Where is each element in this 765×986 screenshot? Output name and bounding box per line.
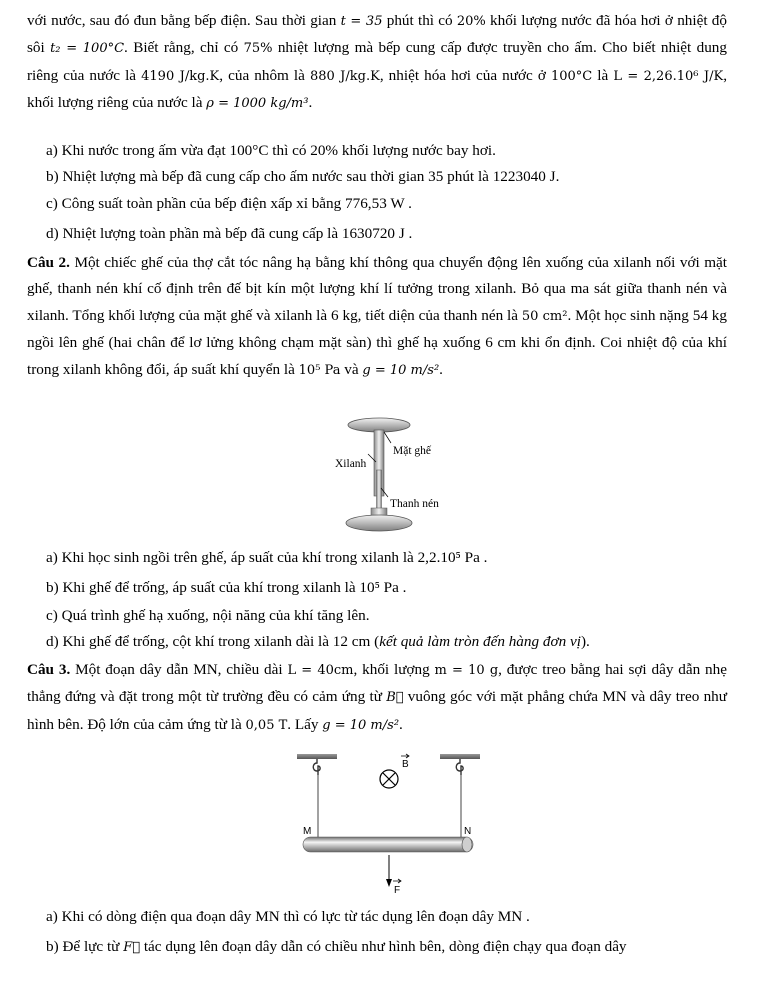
- statement-1a: a) Khi nước trong ấm vừa đạt 100°C thì có 20% khối lượng nước bay hơi.: [46, 142, 496, 159]
- math: m = 10 g: [434, 663, 499, 678]
- math: 880 J/kg.K: [309, 68, 380, 84]
- math: L = 40cm: [287, 663, 354, 678]
- text: vuông góc với mặt phẳng chứa MN và dây treo như hình bên. Độ lớn của cảm ứng từ là: [27, 688, 727, 733]
- math: F⃗: [123, 940, 141, 955]
- math: B⃗: [386, 690, 404, 706]
- statement-1b: b) Nhiệt lượng mà bếp đã cung cấp cho ấm nước sau thời gian 35 phút là 1223040 J.: [46, 168, 560, 185]
- label-mat-ghe: Mặt ghế: [393, 445, 432, 457]
- hook-left: [313, 759, 320, 775]
- text: . Biết rằng, chỉ có: [124, 39, 244, 57]
- ceiling-mount-right: [440, 754, 480, 759]
- math: t = 35: [340, 14, 383, 29]
- statement-2b: b) Khi ghế để trống, áp suất của khí trong xilanh là 10⁵ Pa .: [46, 579, 407, 596]
- text: , khối lượng: [353, 661, 435, 678]
- statement-3a: a) Khi có dòng điện qua đoạn dây MN thì có lực từ tác dụng lên đoạn dây MN .: [46, 908, 530, 925]
- text: .: [439, 360, 443, 378]
- math: 75%: [243, 41, 273, 57]
- label-n: N: [464, 826, 472, 837]
- statement-3b: [46, 934, 727, 961]
- math: 10⁵ Pa: [298, 362, 341, 378]
- math: 0,05 T: [245, 717, 288, 733]
- text: là: [592, 66, 614, 84]
- text: phút thì có: [382, 12, 457, 29]
- text: khối lượng nước đã hóa hơi ở nhiệt độ sôi: [27, 12, 727, 57]
- hook-right: [456, 759, 463, 775]
- text: tác dụng lên đoạn dây dẫn có chiều như hình bên, dòng điện chạy qua đoạn dây: [140, 938, 627, 955]
- conductor-mn: [303, 837, 473, 852]
- text: nhiệt lượng mà bếp cung cấp được truyền cho ấm. Cho biết nhiệt dung riêng của nước là: [27, 39, 727, 84]
- statement-1d: d) Nhiệt lượng toàn phần mà bếp đã cung cấp là 1630720 J .: [46, 225, 413, 242]
- ceiling-mount-left: [297, 754, 337, 759]
- statement-2a: a) Khi học sinh ngồi trên ghế, áp suất của khí trong xilanh là 2,2.10⁵ Pa .: [46, 549, 488, 566]
- label-thanh-nen: Thanh nén: [390, 498, 439, 510]
- text: .: [308, 94, 313, 112]
- math: t₂ = 100°C: [50, 41, 125, 57]
- math: L = 2,26.10⁶ J/K: [613, 68, 724, 84]
- label-b: B: [402, 759, 409, 770]
- text: d) Khi ghế để trống, cột khí trong xilanh dài là 12 cm (: [46, 633, 380, 650]
- text: .: [399, 715, 403, 733]
- text: ).: [580, 633, 590, 650]
- statement-2c: c) Quá trình ghế hạ xuống, nội năng của khí tăng lên.: [46, 607, 370, 624]
- label-xilanh: Xilanh: [335, 458, 367, 470]
- text: , khối lượng riêng của nước là: [27, 66, 727, 112]
- text: với nước, sau đó đun bằng bếp điện. Sau thời gian: [27, 12, 341, 29]
- text: và: [340, 360, 363, 378]
- italic-note: kết quả làm tròn đến hàng đơn vị: [379, 633, 581, 650]
- math: g = 10 m/s²: [362, 362, 440, 378]
- math: 4190 J/kg.K: [141, 68, 220, 84]
- text: Một đoạn dây dẫn MN, chiều dài: [70, 661, 288, 678]
- math: 20%: [456, 14, 486, 29]
- text: , của nhôm là: [219, 66, 310, 84]
- label-m: M: [303, 826, 312, 837]
- text: , nhiệt hóa hơi của nước ở: [379, 66, 551, 84]
- label-f: F: [394, 885, 401, 896]
- math: ρ = 1000 kg/m³: [206, 96, 309, 112]
- question-label: Câu 3.: [27, 661, 71, 678]
- text: , được treo bằng hai sợi dây dẫn nhẹ thẳng đứng và đặt trong một từ trường đều có cảm ứng từ: [27, 661, 727, 706]
- statement-1c: c) Công suất toàn phần của bếp điện xấp xỉ bằng 776,53 W .: [46, 195, 412, 212]
- text: b) Để lực từ: [46, 938, 124, 955]
- math: 50 cm²: [521, 308, 568, 324]
- math: g = 10 m/s²: [322, 717, 400, 733]
- math: 100°C: [550, 68, 593, 84]
- text: . Lấy: [287, 715, 323, 733]
- text: Một chiếc ghế của thợ cắt tóc nâng hạ bằng khí thông qua chuyển động lên xuống của xilanh nối với mặt ghế, thanh nén khí cố định trên đế bịt kín một lượng khí lí tưởng trong xilanh. Bỏ qua ma sát giữa thanh nén và xilanh. Tổng khối lượng của mặt ghế và xilanh là 6 kg, tiết diện của thanh nén là: [27, 254, 727, 324]
- text: . Một học sinh nặng 54 kg ngồi lên ghế (hai chân để lơ lửng không chạm mặt sàn) thì ghế hạ xuống 6 cm khi ổn định. Coi nhiệt độ của khí trong xilanh không đổi, áp suất khí quyển là: [27, 306, 727, 378]
- question-label: Câu 2.: [27, 254, 70, 271]
